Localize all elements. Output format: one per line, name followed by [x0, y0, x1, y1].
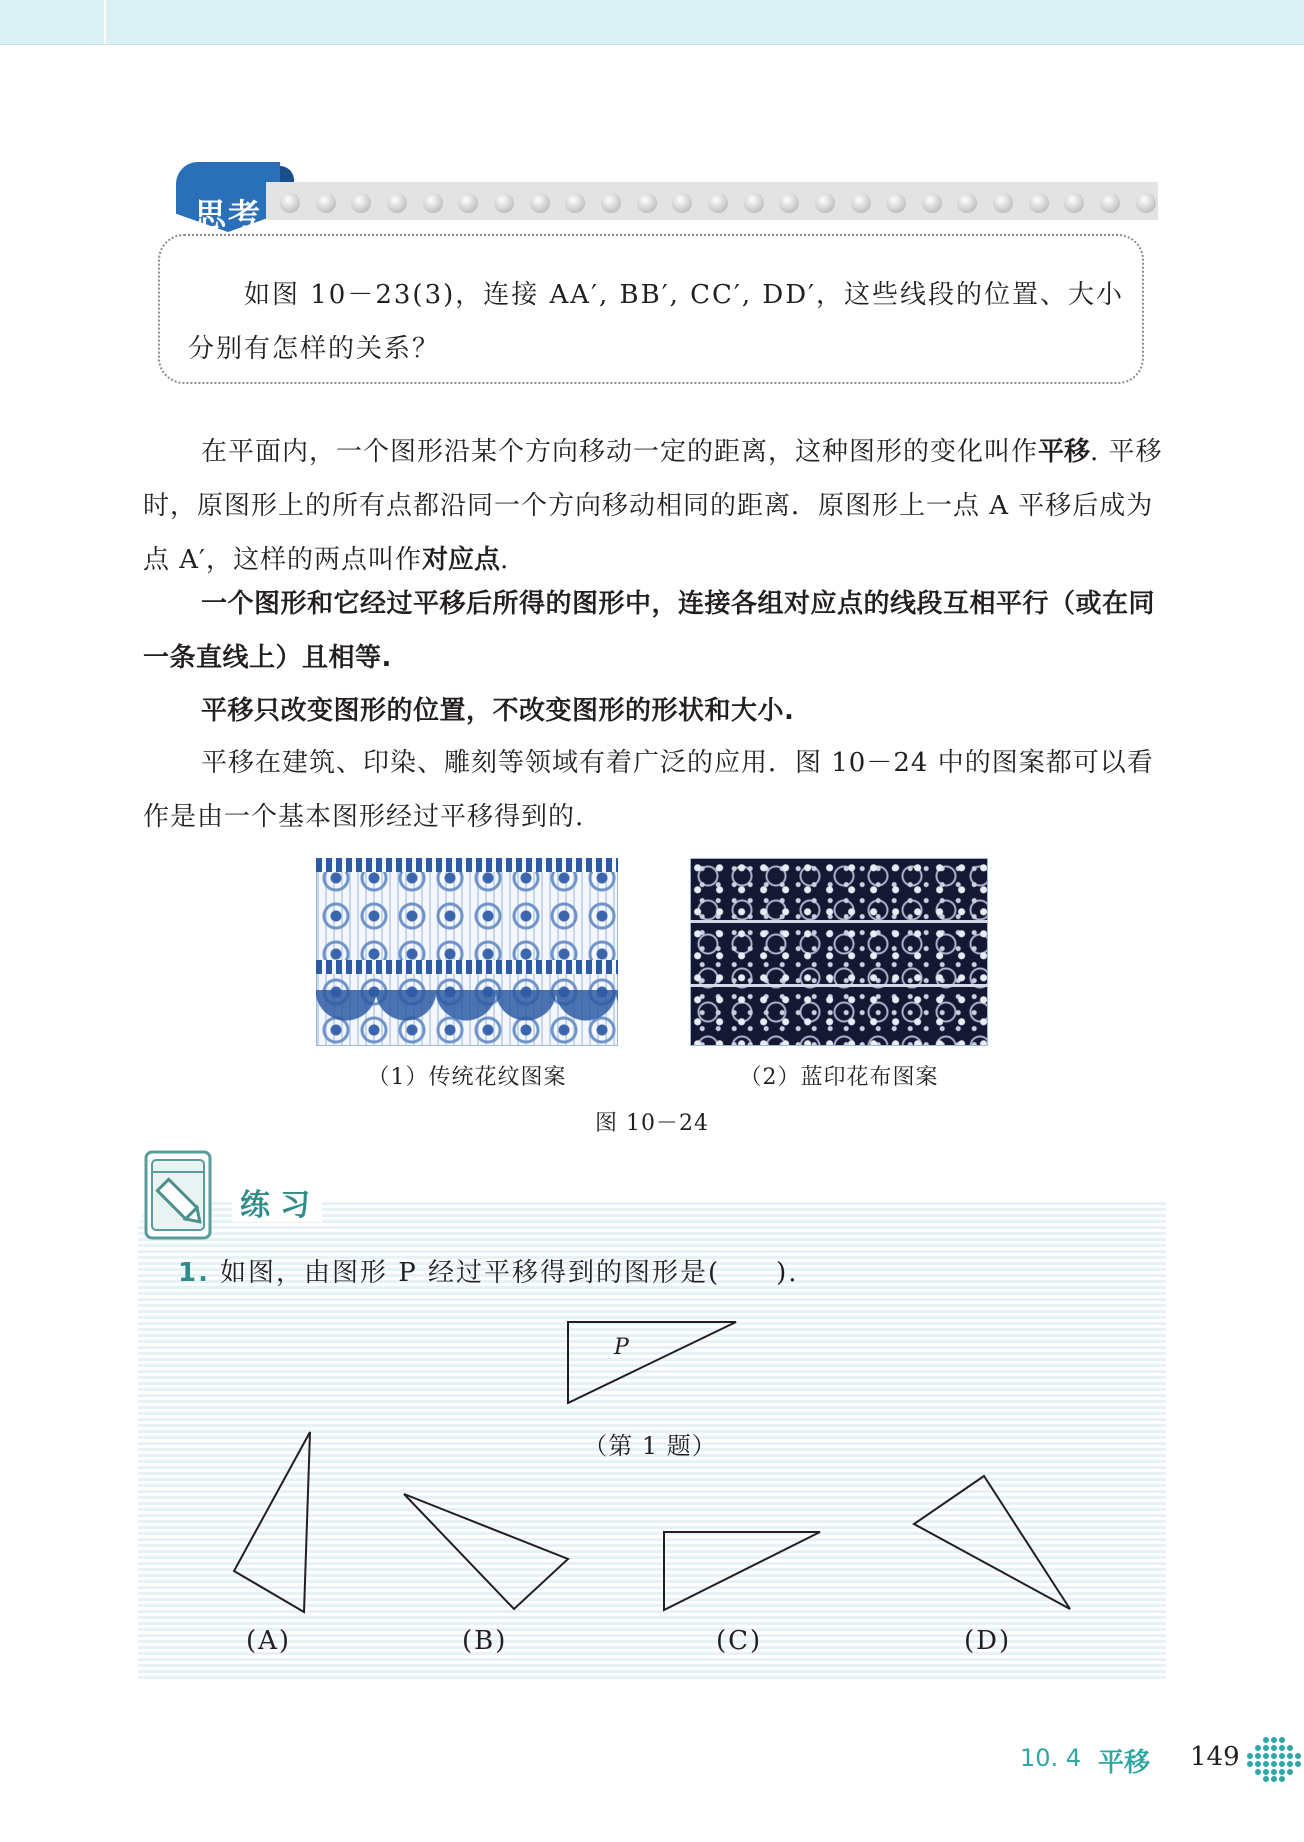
- term-corresponding-points: 对应点: [421, 545, 500, 575]
- think-title: 思考: [193, 196, 262, 234]
- paragraph-definition: 在平面内，一个图形沿某个方向移动一定的距离，这种图形的变化叫作平移. 平移时，原图形上的所有点都沿同一个方向移动相同的距离．原图形上一点 A 平移后成为点 A′，这样的两点叫作对应点.: [143, 437, 1163, 575]
- figure-caption-1: （1）传统花纹图案: [367, 1065, 567, 1090]
- exercise-title: 练习: [240, 1188, 320, 1223]
- paragraph-invariance: 平移只改变图形的位置，不改变图形的形状和大小.: [201, 696, 795, 726]
- paragraph-property: 一个图形和它经过平移后所得的图形中，连接各组对应点的线段互相平行（或在同一条直线上）且相等.: [143, 589, 1156, 673]
- question-text: 如图，由图形 P 经过平移得到的图形是( ).: [219, 1258, 799, 1288]
- figure-label: 图 10－24: [595, 1111, 709, 1136]
- footer-dot-grid-icon: [1246, 1736, 1304, 1782]
- question-1: [178, 1252, 799, 1289]
- page-number: 149: [1190, 1742, 1240, 1772]
- think-dot-row: [280, 193, 1156, 213]
- think-text: 如图 10－23(3)，连接 AA′, BB′, CC′, DD′，这些线段的位置、大小分别有怎样的关系？: [188, 280, 1124, 364]
- option-d-label: (D): [964, 1626, 1012, 1656]
- pencil-notebook-icon: [144, 1150, 216, 1242]
- figure-caption-2: （2）蓝印花布图案: [739, 1065, 939, 1090]
- traditional-pattern-band: [316, 960, 618, 974]
- footer-section-title: 平移: [1098, 1748, 1151, 1778]
- shape-label-p: P: [614, 1335, 629, 1360]
- option-a-label: (A): [246, 1626, 292, 1656]
- paragraph-applications: 平移在建筑、印染、雕刻等领域有着广泛的应用．图 10－24 中的图案都可以看作是由一个基本图形经过平移得到的.: [143, 748, 1154, 832]
- question-number: 1.: [178, 1258, 210, 1288]
- blue-print-cloth-divider: [690, 984, 988, 987]
- traditional-pattern-band: [316, 858, 618, 872]
- option-c-label: (C): [716, 1626, 763, 1656]
- option-b-label: (B): [462, 1626, 508, 1656]
- top-band-tick: [104, 0, 106, 44]
- top-band: [0, 0, 1304, 45]
- blue-print-cloth-divider: [690, 920, 988, 923]
- footer-section-number: 10. 4: [1020, 1744, 1082, 1772]
- blue-print-cloth-image: [690, 858, 988, 1046]
- traditional-pattern-scallop: [316, 990, 618, 1046]
- question-figure-caption: （第 1 题）: [583, 1432, 717, 1460]
- term-translation: 平移: [1038, 437, 1091, 467]
